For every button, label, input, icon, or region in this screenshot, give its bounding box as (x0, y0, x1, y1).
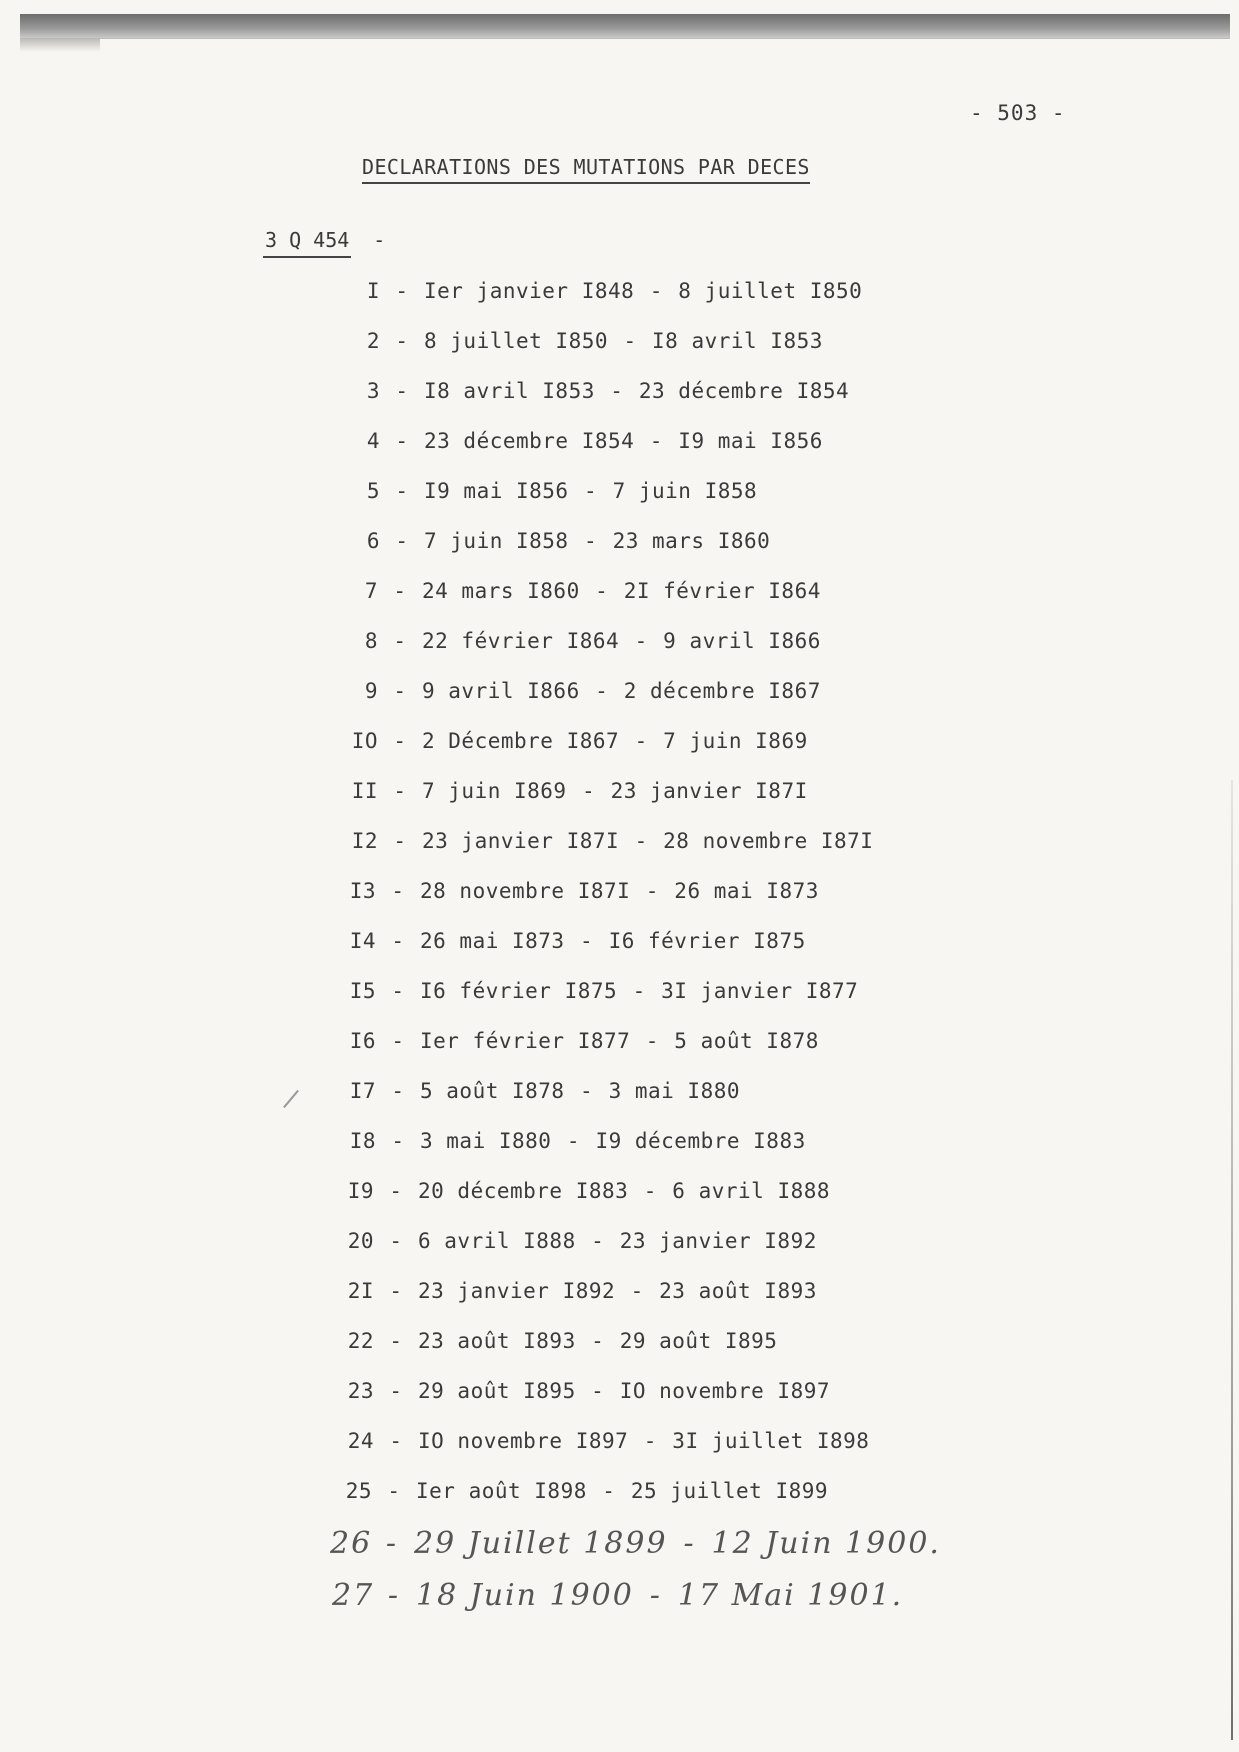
entry-end-date: IO novembre I897 (619, 1379, 831, 1403)
entry-start-date: 2 Décembre I867 (422, 729, 620, 753)
entry-dash: - (393, 579, 407, 603)
entry-row (340, 379, 849, 409)
entry-dash: - (395, 529, 409, 553)
entry-row (336, 929, 806, 959)
entry-range-dash: - (580, 929, 594, 953)
entry-row (332, 1479, 828, 1509)
entry-end-date: 3I janvier I877 (661, 979, 859, 1003)
entry-row (338, 829, 873, 859)
entry-start-date: Ier août I898 (416, 1479, 587, 1503)
entry-dash: - (395, 479, 409, 503)
entry-start-date: I6 février I875 (420, 979, 618, 1003)
entry-start-date: 8 juillet I850 (424, 329, 609, 353)
entry-dash: - (387, 1479, 401, 1503)
entry-dash: - (389, 1179, 403, 1203)
entry-number: 26 (330, 1526, 373, 1561)
entry-range-dash: - (634, 629, 648, 653)
entry-row (334, 1379, 830, 1409)
entry-end-date: 6 avril I888 (672, 1179, 831, 1203)
entry-number: II (351, 779, 378, 803)
entry-dash: - (395, 279, 409, 303)
entry-dash: - (385, 1526, 399, 1561)
entry-dash: - (389, 1429, 403, 1453)
entry-number: 24 (347, 1429, 374, 1453)
entry-row (338, 629, 821, 659)
entry-dash: - (393, 829, 407, 853)
entry-end-date: 23 décembre I854 (638, 379, 850, 403)
entry-start-date: Ier février I877 (420, 1029, 631, 1053)
entry-number: 22 (347, 1329, 374, 1353)
entry-end-date: 3 mai I880 (608, 1079, 741, 1103)
entry-dash: - (393, 779, 407, 803)
entry-end-date: I9 mai I856 (678, 429, 823, 453)
entry-dash: - (389, 1229, 403, 1253)
entry-start-date: Ier janvier I848 (424, 279, 635, 303)
entry-number: I7 (349, 1079, 376, 1103)
entry-start-date: 5 août I878 (420, 1079, 565, 1103)
entry-range-dash: - (643, 1429, 657, 1453)
entry-number: 25 (345, 1479, 372, 1503)
entry-number: I9 (347, 1179, 374, 1203)
entry-row (334, 1429, 869, 1459)
handwritten-entry (332, 1578, 903, 1613)
entry-range-dash: - (584, 529, 598, 553)
entry-dash: - (387, 1578, 401, 1613)
entry-number: 20 (347, 1229, 374, 1253)
entry-start-date: 9 avril I866 (422, 679, 580, 703)
entry-number: I (366, 279, 380, 303)
handwritten-entry (330, 1526, 941, 1561)
entry-dash: - (391, 979, 405, 1003)
entry-number: I8 (349, 1129, 376, 1153)
entry-end-date: 26 mai I873 (674, 879, 819, 903)
entry-row (336, 879, 819, 909)
entry-number: IO (351, 729, 378, 753)
entry-start-date: 7 juin I869 (422, 779, 567, 803)
entry-range-dash: - (643, 1179, 657, 1203)
entry-row (334, 1229, 817, 1259)
entry-start-date: 20 décembre I883 (418, 1179, 629, 1203)
entry-range-dash: - (630, 1279, 644, 1303)
entry-range-dash: - (595, 579, 609, 603)
entry-end-date: I6 février I875 (608, 929, 806, 953)
entry-range-dash: - (595, 679, 609, 703)
entry-end-date: 2 décembre I867 (623, 679, 821, 703)
entry-end-date: 3I juillet I898 (672, 1429, 870, 1453)
entry-range-dash: - (645, 1029, 659, 1053)
entry-range-dash: - (582, 779, 596, 803)
page-number: - 503 - (970, 101, 1066, 125)
entry-range-dash: - (683, 1526, 696, 1561)
entry-start-date: 26 mai I873 (420, 929, 565, 953)
entry-start-date: 23 janvier I892 (418, 1279, 616, 1303)
entry-number: 9 (364, 679, 378, 703)
entry-end-date: 5 août I878 (674, 1029, 819, 1053)
entry-end-date: 17 Mai 1901. (677, 1578, 904, 1613)
entry-end-date: I9 décembre I883 (595, 1129, 806, 1153)
entry-dash: - (391, 1129, 405, 1153)
document-title: DECLARATIONS DES MUTATIONS PAR DECES (362, 155, 810, 184)
entry-start-date: 18 Juin 1900 (416, 1578, 634, 1613)
entry-number: 6 (366, 529, 380, 553)
entry-end-date: I8 avril I853 (652, 329, 823, 353)
entry-number: 8 (364, 629, 378, 653)
entry-end-date: 29 août I895 (619, 1329, 778, 1353)
entry-start-date: 7 juin I858 (424, 529, 569, 553)
entry-range-dash: - (591, 1229, 605, 1253)
entry-number: I3 (349, 879, 376, 903)
entry-start-date: 3 mai I880 (420, 1129, 552, 1153)
entry-end-date: 23 mars I860 (612, 529, 771, 553)
entry-dash: - (391, 929, 405, 953)
entry-number: 2 (366, 329, 380, 353)
entry-row (340, 279, 862, 309)
entry-dash: - (395, 429, 409, 453)
entry-dash: - (391, 1079, 405, 1103)
entry-start-date: 23 août I893 (418, 1329, 576, 1353)
entry-number: 23 (347, 1379, 374, 1403)
entry-range-dash: - (649, 1578, 662, 1613)
entry-end-date: 28 novembre I87I (663, 829, 874, 853)
entry-row (336, 979, 858, 1009)
entry-end-date: 7 juin I869 (663, 729, 808, 753)
entry-row (338, 779, 808, 809)
entry-number: 4 (366, 429, 380, 453)
stray-mark (283, 1090, 299, 1108)
entry-end-date: 2I février I864 (623, 579, 821, 603)
entry-range-dash: - (580, 1079, 594, 1103)
archive-reference (263, 228, 385, 258)
entry-number: 7 (364, 579, 378, 603)
entry-number: I6 (349, 1029, 376, 1053)
entry-row (340, 479, 757, 509)
entry-dash: - (395, 379, 409, 403)
entry-range-dash: - (623, 329, 637, 353)
entry-start-date: 29 août I895 (418, 1379, 576, 1403)
scan-shadow (20, 38, 100, 52)
entry-row (334, 1179, 830, 1209)
entry-start-date: 23 décembre I854 (424, 429, 635, 453)
entry-start-date: 22 février I864 (422, 629, 620, 653)
entry-start-date: 24 mars I860 (422, 579, 580, 603)
entry-number: I5 (349, 979, 376, 1003)
reference-dash: - (373, 228, 386, 252)
entry-dash: - (389, 1279, 403, 1303)
entry-row (340, 429, 823, 459)
entry-range-dash: - (634, 729, 648, 753)
entry-end-date: 25 juillet I899 (630, 1479, 829, 1503)
entry-range-dash: - (632, 979, 646, 1003)
entry-dash: - (389, 1329, 403, 1353)
entry-range-dash: - (610, 379, 624, 403)
entry-end-date: 7 juin I858 (612, 479, 758, 503)
scan-top-edge (20, 14, 1230, 39)
entry-range-dash: - (649, 429, 663, 453)
entry-end-date: 9 avril I866 (663, 629, 821, 653)
entry-row (340, 529, 770, 559)
entry-row (340, 329, 823, 359)
entry-range-dash: - (591, 1329, 605, 1353)
entry-end-date: 23 août I893 (659, 1279, 817, 1303)
entry-start-date: 6 avril I888 (418, 1229, 576, 1253)
entry-start-date: 28 novembre I87I (420, 879, 631, 903)
entry-dash: - (391, 879, 405, 903)
entry-end-date: 23 janvier I87I (610, 779, 808, 803)
entry-end-date: 12 Juin 1900. (711, 1526, 941, 1561)
entry-start-date: 29 Juillet 1899 (414, 1526, 668, 1561)
entry-start-date: 23 janvier I87I (422, 829, 620, 853)
entry-range-dash: - (645, 879, 659, 903)
entry-row (338, 679, 821, 709)
entry-dash: - (393, 729, 407, 753)
entry-range-dash: - (634, 829, 648, 853)
entry-end-date: 23 janvier I892 (619, 1229, 817, 1253)
entry-dash: - (391, 1029, 405, 1053)
entry-range-dash: - (566, 1129, 581, 1153)
entry-row (334, 1279, 817, 1309)
entry-row (336, 1079, 740, 1109)
entry-number: I2 (351, 829, 378, 853)
entry-start-date: IO novembre I897 (418, 1429, 629, 1453)
entry-number: 3 (366, 379, 380, 403)
entry-range-dash: - (584, 479, 598, 503)
entry-row (338, 729, 808, 759)
entry-range-dash: - (602, 1479, 616, 1503)
entry-number: 5 (366, 479, 380, 503)
entry-end-date: 8 juillet I850 (678, 279, 863, 303)
entry-dash: - (395, 329, 409, 353)
entry-start-date: I9 mai I856 (424, 479, 569, 503)
entry-row (336, 1029, 819, 1059)
entry-number: 27 (332, 1578, 375, 1613)
reference-code: 3 Q 454 (263, 228, 351, 258)
entry-row (334, 1329, 777, 1359)
entry-row (338, 579, 821, 609)
entry-start-date: I8 avril I853 (424, 379, 595, 403)
entry-range-dash: - (591, 1379, 605, 1403)
entry-number: 2I (347, 1279, 374, 1303)
entry-number: I4 (349, 929, 376, 953)
scan-right-edge (1231, 780, 1233, 1740)
entry-row (336, 1129, 806, 1159)
entry-dash: - (393, 679, 407, 703)
entry-range-dash: - (649, 279, 663, 303)
entry-dash: - (389, 1379, 403, 1403)
entry-dash: - (393, 629, 407, 653)
